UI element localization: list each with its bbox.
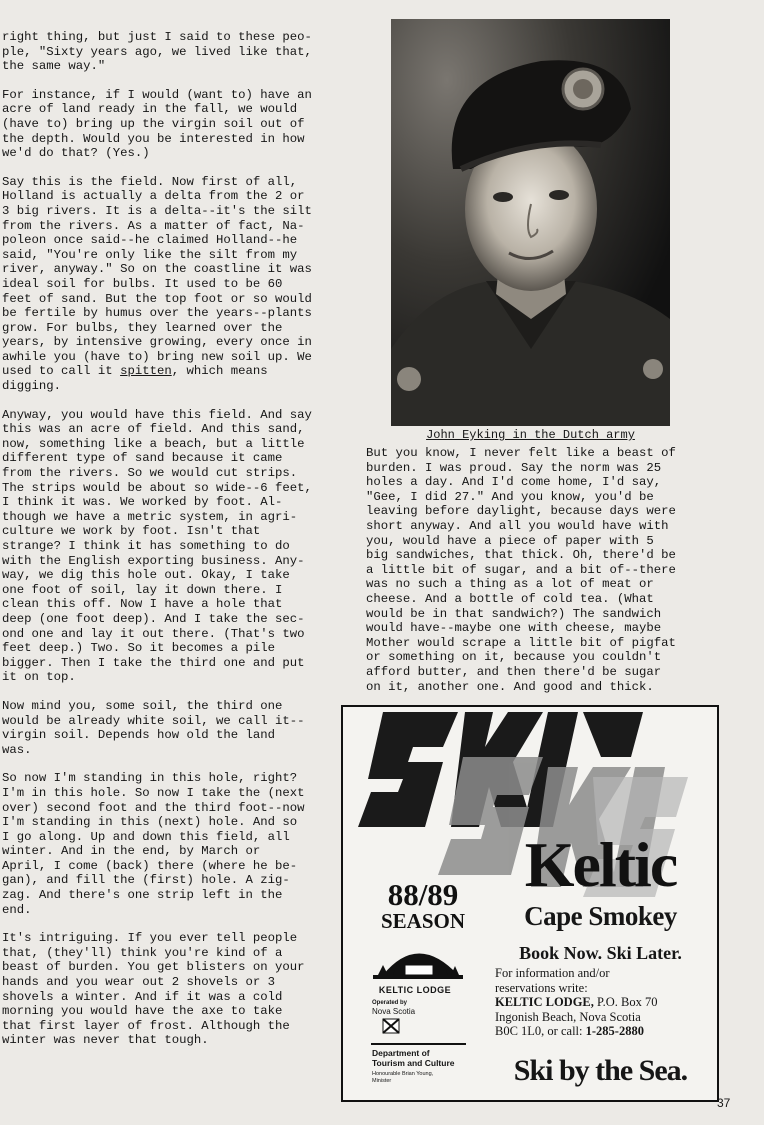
spitten-word: spitten [120, 364, 172, 379]
lodge-name-bold: KELTIC LODGE, [495, 995, 594, 1009]
phone-number: 1-285-2880 [585, 1024, 644, 1038]
contact-info [495, 966, 710, 1039]
paragraph-spitten [2, 175, 338, 394]
divider [371, 1043, 466, 1045]
lodge-logo-name: KELTIC LODGE [378, 985, 452, 995]
minister-name: Honourable Brian Young, Minister [372, 1071, 434, 1084]
portrait-illustration [391, 19, 670, 426]
address-line: Ingonish Beach, Nova Scotia [495, 1009, 641, 1024]
phone-line [495, 1024, 710, 1039]
nova-scotia-flag-icon [383, 1019, 399, 1033]
paragraph: For instance, if I would (want to) have an acre of land ready in the fall, we would (have to) bring up the virgin soil out of the depth. Would you be interested in how we'd do that? (Yes.) [2, 87, 312, 161]
paragraph: Now mind you, some soil, the third one would be already white soil, we call it-- virgin soil. Depends how old the land was. [2, 698, 305, 757]
postal-code: B0C 1L0, or call: [495, 1024, 586, 1038]
season-label: SEASON [380, 909, 466, 933]
keltic-lodge-advertisement [341, 705, 719, 1102]
operated-by: Operated by [372, 1000, 408, 1006]
paragraph-tail: , which means digging. [2, 364, 268, 394]
address-line [495, 995, 710, 1010]
nova-scotia-label: Nova Scotia [372, 1007, 416, 1016]
sub-brand: Cape Smokey [524, 901, 677, 931]
address-box: P.O. Box 70 [593, 995, 658, 1009]
paragraph: But you know, I never felt like a beast of burden. I was proud. Say the norm was 25 holes a day. And I'd come home, I'd say, "Gee, I did 27." And you know, you'd be leaving before daylight, because days were short anyway. And all you would have with you, would have a piece of paper with 5 big sandwiches, that thick. Oh, there'd be a little bit of sugar, and a bit of--there was no such a thing as a lot of meat or cheese. And a bottle of cold tea. (What would be in that sandwich?) The sandwich would have--maybe one with cheese, maybe Mother would scrape a little bit of pigfat or something on it, because you couldn't afford butter, and then there'd be sugar on it, another one. And good and thick. [366, 446, 676, 694]
paragraph: So now I'm standing in this hole, right? I'm in this hole. So now I take the (next over) second foot and the third foot--now I'm standing in this (next) hole. And so I go along. Up and down this field, all winter. And in the end, by March or April, I come (back) there (where he be- gan), and fill the (first) hole. A zig- zag. And there's one strip left in the end. [2, 771, 305, 917]
page-number: 37 [717, 1096, 731, 1110]
paragraph: Anyway, you would have this field. And say this was an acre of field. And this sand, now, something like a beach, but a little different type of sand because it came from the rivers. So we would cut strips. The strips would be about so wide--6 feet, I think it was. We worked by foot. Al- though we have a metric system, in agri- culture we work by foot. Isn't that strange? I think it has something to do with the English exporting business. Any- way, we dig this hole out. Okay, I take one foot of soil, lay it down there. I clean this off. Now I have a hole that deep (one foot deep). And I take the sec- ond one and lay it out there. (That's two feet deep.) Two. So it becomes a pile bigger. Then I take the third one and put it on top. [2, 407, 312, 685]
keltic-lodge-logo-icon [373, 954, 463, 980]
tagline: Ski by the Sea. [513, 1054, 688, 1087]
right-column [366, 446, 706, 694]
department-name: Department of Tourism and Culture [372, 1048, 455, 1068]
left-column [2, 30, 338, 1062]
info-line: For information and/or [495, 966, 610, 980]
paragraph: right thing, but just I said to these peo- ple, "Sixty years ago, we lived like that, the same way." [2, 30, 312, 74]
portrait-photo [391, 19, 670, 426]
brand-name: Keltic [524, 829, 677, 900]
paragraph-text: Say this is the field. Now first of all, Holland is actually a delta from the 2 or 3 big rivers. It is a delta--it's the silt from the rivers. As a matter of fact, Na- poleon once said--he claimed Holland--he said, "You're only like the silt from my river, anyway." So on the coastline it was ideal soil for bulbs. It used to be 60 feet of sand. But the top foot or so would be fertile by humus over the years--plants grow. For bulbs, they learned over the years, by intensive growing, every once in awhile you (have to) bring new soil up. We used to call it [2, 174, 312, 379]
season-years: 88/89 [387, 877, 459, 912]
paragraph: It's intriguing. If you ever tell people that, (they'll) think you're kind of a beast of burden. You get blisters on your hands and you wear out 2 shovels or 3 shovels a winter. And if it was a cold morning you would have the axe to take that first layer of frost. Although the winter was never that tough. [2, 931, 305, 1048]
book-now-headline: Book Now. Ski Later. [519, 943, 682, 963]
info-line: reservations write: [495, 980, 588, 995]
season-block [363, 877, 483, 933]
photo-caption: John Eyking in the Dutch army [426, 428, 635, 442]
